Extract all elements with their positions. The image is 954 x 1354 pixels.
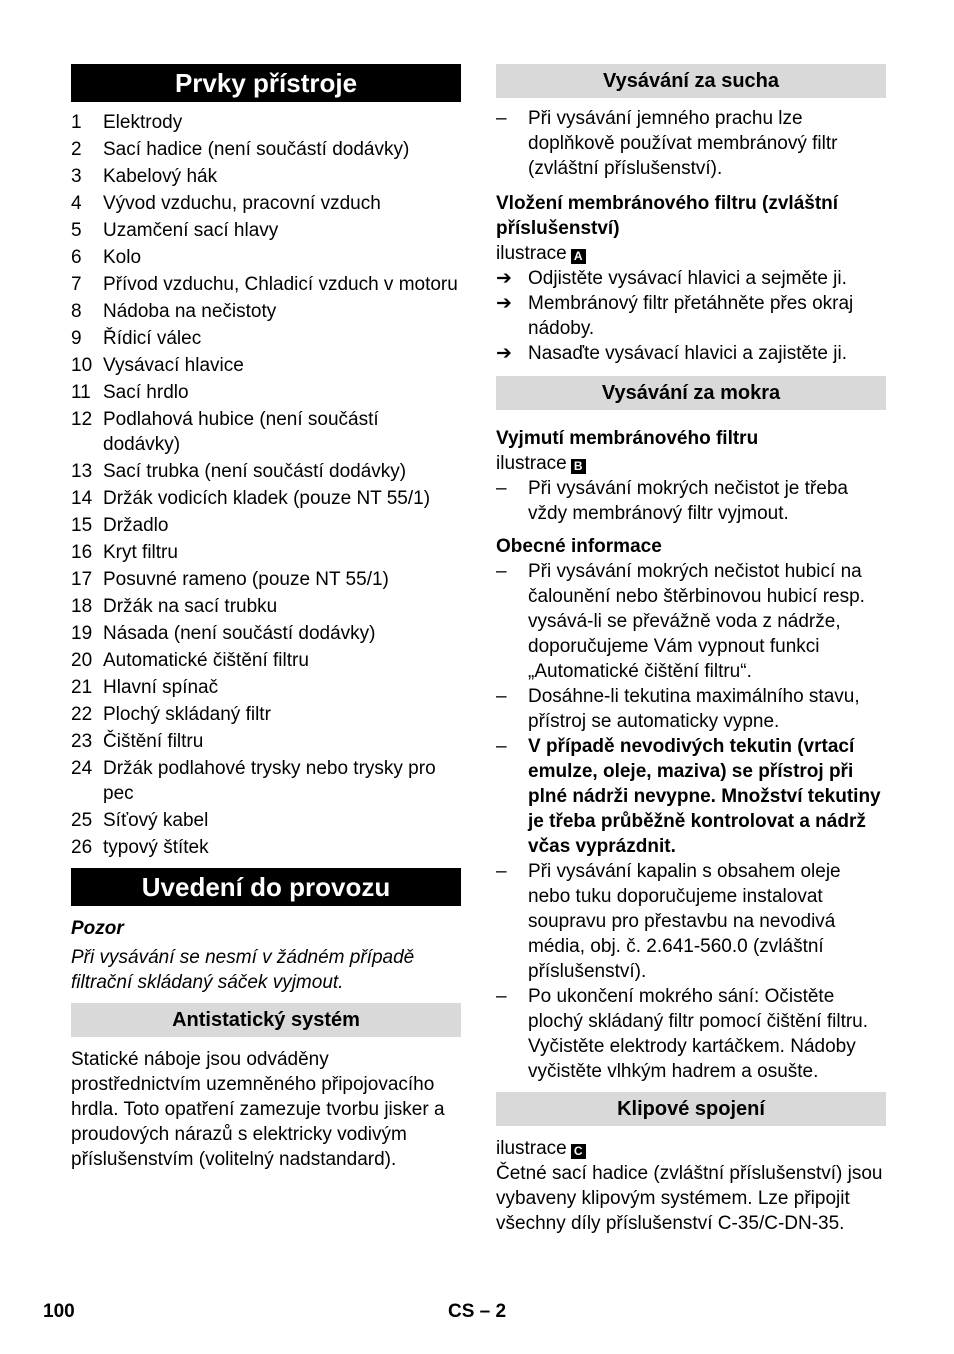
list-item: 16 Kryt filtru [71, 542, 178, 563]
antistatic-text: Statické náboje jsou odváděny prostřednictvím uzemněného připojovacího hrdla. Toto opatření zamezuje tvorbu jisker a proudových nárazů s elektricky vodivým příslušenstvím (volitelný nadstandard). [71, 1049, 445, 1170]
section-title-device-parts: Prvky přístroje [71, 64, 461, 102]
dry-list [496, 106, 886, 181]
right-column [496, 64, 886, 1236]
section-title-antistatic: Antistatický systém [71, 1003, 461, 1037]
figure-reference-a: ilustrace A [496, 241, 886, 266]
left-column [71, 64, 461, 1172]
subheading-general-info: Obecné informace [496, 536, 662, 557]
language-page-label: CS – 2 [448, 1301, 507, 1322]
list-item: – Dosáhne-li tekutina maximálního stavu, přístroj se automaticky vypne. [496, 686, 860, 732]
arrow-icon: ➔ [496, 268, 512, 289]
caution-label: Pozor [71, 918, 124, 939]
list-item: 18 Držák na sací trubku [71, 596, 278, 617]
list-item: 23 Čištění filtru [71, 731, 204, 752]
list-item: 14 Držák vodicích kladek (pouze NT 55/1) [71, 488, 431, 509]
list-item: 1 Elektrody [71, 112, 183, 133]
list-item: 7 Přívod vzduchu, Chladicí vzduch v motoru [71, 274, 458, 295]
list-item: 2 Sací hadice (není součástí dodávky) [71, 139, 410, 160]
figure-c-badge: C [571, 1144, 586, 1159]
list-item: 11 Sací hrdlo [71, 382, 189, 403]
list-item: – Při vysávání mokrých nečistot hubicí na čalounění nebo štěrbinovou hubicí resp. vysává-li se převážně voda z nádrže, doporučujeme Vám vypnout funkci „Automatické čištění filtru“. [496, 561, 865, 682]
list-item: 12 Podlahová hubice (není součástí dodávky) [71, 409, 379, 455]
subheading-insert-filter: Vložení membránového filtru (zvláštní příslušenství) [496, 193, 839, 239]
clip-text: Četné sací hadice (zvláštní příslušenství) jsou vybaveny klipovým systémem. Lze připojit všechny díly příslušenství C-35/C-DN-35. [496, 1163, 883, 1234]
list-item: – Při vysávání kapalin s obsahem oleje nebo tuku doporučujeme instalovat soupravu pro přestavbu na nevodivá média, obj. č. 2.641-560.0 (zvláštní příslušenství). [496, 861, 841, 982]
list-item: 13 Sací trubka (není součástí dodávky) [71, 461, 407, 482]
list-item: 19 Násada (není součástí dodávky) [71, 623, 376, 644]
remove-list [496, 476, 886, 526]
list-item: 24 Držák podlahové trysky nebo trysky pro pec [71, 758, 436, 804]
general-list [496, 559, 886, 1084]
list-item: 21 Hlavní spínač [71, 677, 219, 698]
list-item: 9 Řídicí válec [71, 328, 202, 349]
arrow-icon: ➔ [496, 293, 512, 314]
list-item: 15 Držadlo [71, 515, 169, 536]
section-title-clip-connection: Klipové spojení [496, 1092, 886, 1126]
list-item: 3 Kabelový hák [71, 166, 218, 187]
list-item: ➔ Membránový filtr přetáhněte přes okraj nádoby. [496, 293, 854, 339]
subheading-remove-filter: Vyjmutí membránového filtru [496, 428, 759, 449]
list-item: 8 Nádoba na nečistoty [71, 301, 277, 322]
section-title-commissioning: Uvedení do provozu [71, 868, 461, 906]
list-item: ➔ Odjistěte vysávací hlavici a sejměte ji. [496, 268, 847, 289]
list-item: 4 Vývod vzduchu, pracovní vzduch [71, 193, 381, 214]
figure-reference-b: ilustrace B [496, 451, 886, 476]
page-number: 100 [43, 1301, 75, 1322]
caution-text: Při vysávání se nesmí v žádném případě filtrační skládaný sáček vyjmout. [71, 947, 415, 993]
list-item: 6 Kolo [71, 247, 142, 268]
list-item: – Při vysávání jemného prachu lze doplňkově používat membránový filtr (zvláštní příslušenství). [496, 108, 838, 179]
figure-reference-c: ilustrace C [496, 1136, 886, 1161]
parts-list [71, 110, 461, 860]
list-item: – Při vysávání mokrých nečistot je třeba vždy membránový filtr vyjmout. [496, 478, 848, 524]
figure-a-badge: A [571, 249, 586, 264]
list-item: 26 typový štítek [71, 837, 209, 858]
list-item: – Po ukončení mokrého sání: Očistěte plochý skládaný filtr pomocí čištění filtru. Vyčistěte elektrody kartáčkem. Nádoby vyčistěte vlhkým hadrem a osušte. [496, 986, 869, 1082]
list-item: 22 Plochý skládaný filtr [71, 704, 271, 725]
list-item: 17 Posuvné rameno (pouze NT 55/1) [71, 569, 389, 590]
figure-b-badge: B [571, 459, 586, 474]
list-item: ➔ Nasaďte vysávací hlavici a zajistěte ji. [496, 343, 847, 364]
list-item: – V případě nevodivých tekutin (vrtací emulze, oleje, maziva) se přístroj při plné nádrži nevypne. Množství tekutiny je třeba průběžně kontrolovat a nádrž včas vyprázdnit. [496, 736, 881, 857]
arrow-icon: ➔ [496, 343, 512, 364]
section-title-wet-vacuuming: Vysávání za mokra [496, 376, 886, 410]
section-title-dry-vacuuming: Vysávání za sucha [496, 64, 886, 98]
insert-steps [496, 266, 886, 366]
list-item: 5 Uzamčení sací hlavy [71, 220, 279, 241]
list-item: 25 Síťový kabel [71, 810, 209, 831]
list-item: 10 Vysávací hlavice [71, 355, 244, 376]
list-item: 20 Automatické čištění filtru [71, 650, 309, 671]
